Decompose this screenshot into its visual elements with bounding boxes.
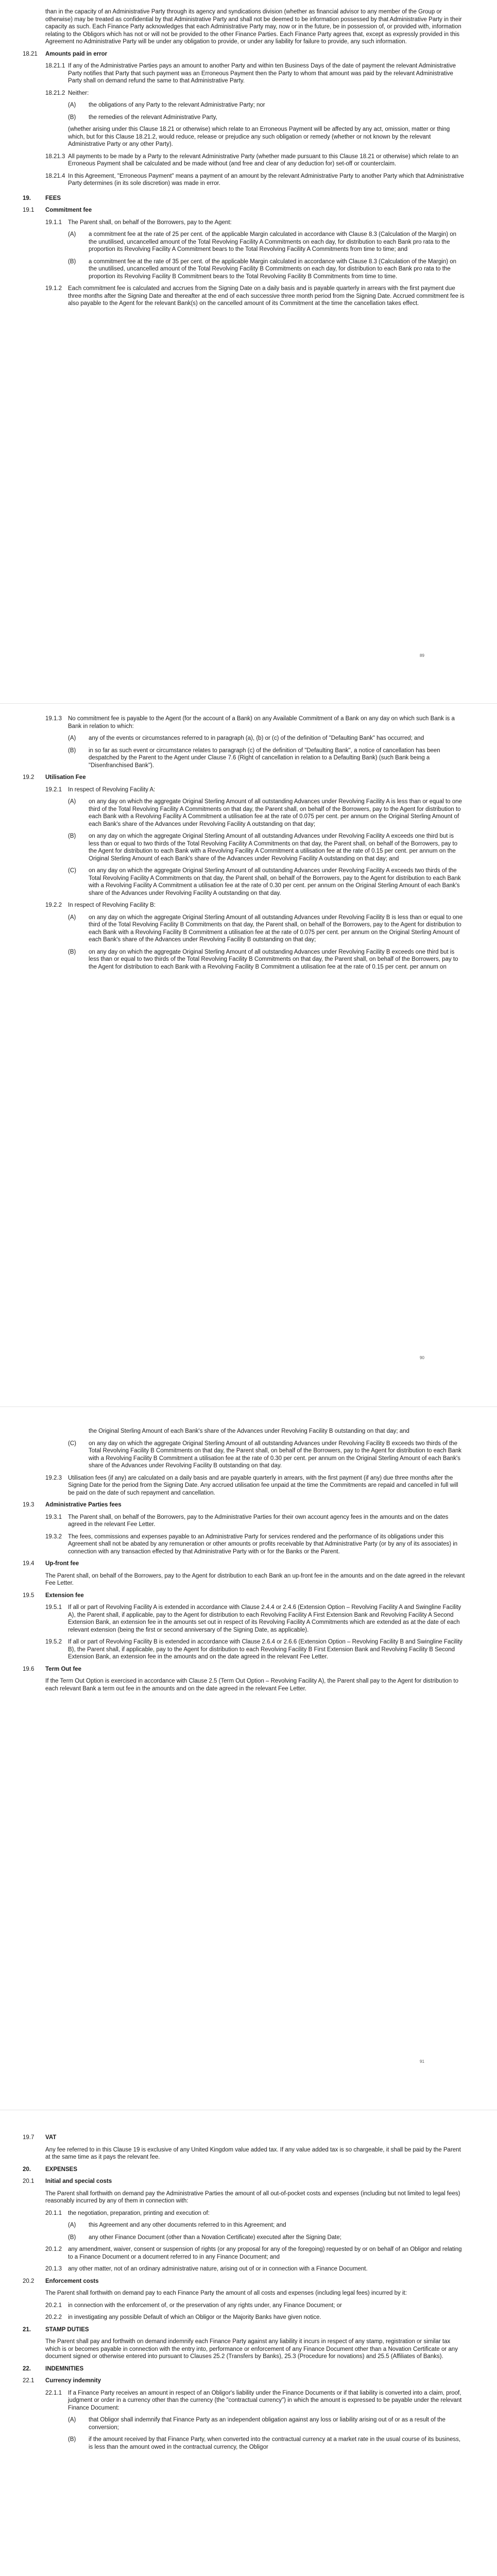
section-heading: 20. EXPENSES xyxy=(23,2166,77,2173)
paragraph: If the Term Out Option is exercised in accordance with Clause 2.5 (Term Out Option – Revolving Facility A), the Parent shall pay to the Agent for distribution to each relevant Bank a term out fee in the amounts and on the date agreed in the relevant Fee Letter. xyxy=(45,1678,458,1692)
clause-heading: 19.6 Term Out fee xyxy=(23,1666,82,1672)
paragraph: (whether arising under this Clause 18.21 or otherwise) which relate to an Erroneous Payment will be affected by any act, omission, matter or thing which, but for this Clause 18.21.2, would reduce, release or prejudice any such obligation or remedy (whether or not known by the relevant Administrative Party or any other Party). xyxy=(68,126,450,147)
paragraph: the Original Sterling Amount of each Bank's share of the Advances under Revolving Facility B outstanding on that day; and xyxy=(89,1428,409,1434)
section-heading: 22. INDEMNITIES xyxy=(23,2365,84,2372)
sub-clause: (B) on any day on which the aggregate Original Sterling Amount of all outstanding Advances under Revolving Facility B exceeds one third but is less than or equal to two thirds of the Total Revolving Facility B Commitments on that day, the Parent shall, on behalf of the Borrowers, pay to the Agent for distribution to each Bank with a Revolving Facility B Commitment a utilisation fee at the rate of 0.15 per cent. per annum on xyxy=(68,948,458,970)
document-page xyxy=(0,1407,497,2110)
clause: 19.1.3 No commitment fee is payable to the Agent (for the account of a Bank) on any Available Commitment of a Bank on any day on which such Bank is a Bank in relation to which: xyxy=(45,716,455,730)
sub-clause: (A) the obligations of any Party to the relevant Administrative Party; nor xyxy=(68,102,265,108)
clause: 19.2.2 In respect of Revolving Facility B: xyxy=(45,902,156,908)
clause: 19.2.3 Utilisation fees (if any) are calculated on a daily basis and are payable quarterly in arrears, with the first payment (if any) due three months after the Signing Date for the period from the Signing Date. Any accrued utilisation fee unpaid at the time the Commitments are repaid and cancelled in full will be paid on the date of such repayment and cancellation. xyxy=(45,1475,458,1496)
clause-heading: 19.3 Administrative Parties fees xyxy=(23,1502,122,1508)
clause-heading: 19.4 Up-front fee xyxy=(23,1561,79,1567)
sub-clause: (B) on any day on which the aggregate Original Sterling Amount of all outstanding Advances under Revolving Facility A exceeds one third but is less than or equal to two thirds of the Total Revolving Facility A Commitments on that day, the Parent shall, on behalf of the Borrowers, pay to the Agent for distribution to each Bank with a Revolving Facility A Commitment a utilisation fee at the rate of 0.15 per cent. per annum on the Original Sterling Amount of each Bank's share of the Advances under Revolving Facility A outstanding on that day; and xyxy=(68,833,458,862)
clause: 22.1.1 If a Finance Party receives an amount in respect of an Obligor's liability under the Finance Documents or if that liability is converted into a claim, proof, judgment or order in a currency other than the currency (the "contractual currency") in which the amount is expressed to be payable under the relevant Finance Document: xyxy=(45,2389,462,2411)
sub-clause: (C) on any day on which the aggregate Original Sterling Amount of all outstanding Advances under Revolving Facility B exceeds two thirds of the Total Revolving Facility B Commitments on that day, the Parent shall, on behalf of the Borrowers, pay to the Agent for distribution to each Bank with a Revolving Facility B Commitment a utilisation fee at the rate of 0.30 per cent. per annum on the Original Sterling Amount of each Bank's share of the Advances under Revolving Facility B outstanding on that day. xyxy=(68,1440,462,1469)
clause: 19.2.1 In respect of Revolving Facility A: xyxy=(45,786,156,793)
paragraph: than in the capacity of an Administrative Party through its agency and syndications division (whether as financial advisor to any member of the Group or otherwise) may be treated as confidential by that Administrative Party and shall not be deemed to be information possessed by that Administrative Party in their capacity as such. Each Finance Party acknowledges that each Administrative Party may, now or in the future, be in possession of, or provided with, information relating to the Obligors which has not or will not be provided to the other Finance Parties. Each Finance Party agrees that, except as expressly provided in this Agreement no Administrative Party will be under any obligation to provide, or under any liability for failure to provide, any such information. xyxy=(45,9,462,45)
sub-clause: (B) a commitment fee at the rate of 35 per cent. of the applicable Margin calculated in accordance with Clause 8.3 (Calculation of the Margin) on the unutilised, uncancelled amount of the Total Revolving Facility B Commitments on each day, for distribution to each Bank pro rata to the proportion its Revolving Facility B Commitment bears to the Total Revolving Facility B Commitments from time to time. xyxy=(68,258,457,280)
clause: 20.2.1 in connection with the enforcement of, or the preservation of any rights under, any Finance Document; or xyxy=(45,2302,342,2309)
paragraph: The Parent shall, on behalf of the Borrowers, pay to the Agent for distribution to each Bank an up-front fee in the amounts and on the date agreed in the relevant Fee Letter. xyxy=(45,1572,465,1586)
paragraph: The Parent shall pay and forthwith on demand indemnify each Finance Party against any liability it incurs in respect of any stamp, registration or similar tax which is or becomes payable in connection with the entry into, performance or enforcement of any Finance Document other than a Novation Certificate or any document signed or otherwise entered into pursuant to Clauses 25.2 (Transfers by Banks), 25.3 (Procedure for novations) and 25.5 (Affiliates of Banks). xyxy=(45,2338,458,2360)
sub-clause: (A) any of the events or circumstances referred to in paragraph (a), (b) or (c) of the definition of "Defaulting Bank" has occurred; and xyxy=(68,735,424,741)
clause-heading: 20.1 Initial and special costs xyxy=(23,2178,112,2184)
document-page xyxy=(0,0,497,703)
page-number: 89 xyxy=(420,653,424,658)
clause: 18.21.3 All payments to be made by a Party to the relevant Administrative Party (whether made pursuant to this Clause 18.21 or otherwise) which relate to an Erroneous Payment shall be calculated and be made without (and free and clear of any deduction for) set-off or counterclaim. xyxy=(45,153,459,167)
clause-heading: 19.1 Commitment fee xyxy=(23,207,92,213)
sub-clause: (B) any other Finance Document (other than a Novation Certificate) executed after the Signing Date; xyxy=(68,2234,341,2241)
page-number: 91 xyxy=(420,2059,424,2064)
paragraph: The Parent shall forthwith on demand pay the Administrative Parties the amount of all out-of-pocket costs and expenses (including but not limited to legal fees) reasonably incurred by any of them in connection with: xyxy=(45,2190,460,2204)
clause: 19.5.2 If all or part of Revolving Facility B is extended in accordance with Clause 2.6.4 or 2.6.6 (Extension Option – Revolving Facility B and Swingline Facility B), the Parent shall, if applicable, pay to the Agent for distribution to each Revolving Facility B First Extension Bank and Revolving Facility B Second Extension Bank, an extension fee in the amounts and on the date agreed in the relevant Fee Letter. xyxy=(45,1639,462,1660)
clause-heading: 19.7 VAT xyxy=(23,2134,57,2141)
clause: 19.1.1 The Parent shall, on behalf of the Borrowers, pay to the Agent: xyxy=(45,219,232,226)
sub-clause: (A) this Agreement and any other documents referred to in this Agreement; and xyxy=(68,2222,286,2228)
clause: 19.3.1 The Parent shall, on behalf of the Borrowers, pay to the Administrative Parties for their own account agency fees in the amounts and on the dates agreed in the relevant Fee Letter. xyxy=(45,1514,449,1528)
sub-clause: (C) on any day on which the aggregate Original Sterling Amount of all outstanding Advances under Revolving Facility A exceeds two thirds of the Total Revolving Facility A Commitments on that day, the Parent shall, on behalf of the Borrowers, pay to the Agent for distribution to each Bank with a Revolving Facility A Commitment a utilisation fee at the rate of 0.30 per cent. per annum on the Original Sterling Amount of each Bank's share of the Advances under Revolving Facility A outstanding on that day. xyxy=(68,868,461,896)
sub-clause: (B) if the amount received by that Finance Party, when converted into the contractual currency at a market rate in the usual course of its business, is less than the amount owed in the contractual currency, the Obligor xyxy=(68,2436,461,2450)
sub-clause: (A) a commitment fee at the rate of 25 per cent. of the applicable Margin calculated in accordance with Clause 8.3 (Calculation of the Margin) on the unutilised, uncancelled amount of the Total Revolving Facility A Commitments on each day, for distribution to each Bank pro rata to the proportion its Revolving Facility A Commitment bears to the Total Revolving Facility A Commitments from time to time; and xyxy=(68,231,457,252)
paragraph: The Parent shall forthwith on demand pay to each Finance Party the amount of all costs and expenses (including legal fees) incurred by it: xyxy=(45,2290,407,2296)
sub-clause: (B) the remedies of the relevant Administrative Party, xyxy=(68,114,217,121)
sub-clause: (A) that Obligor shall indemnify that Finance Party as an independent obligation against any loss or liability arising out of or as a result of the conversion; xyxy=(68,2417,445,2431)
paragraph: Any fee referred to in this Clause 19 is exclusive of any United Kingdom value added tax. If any value added tax is so chargeable, it shall be paid by the Parent at the same time as it pays the relevant fee. xyxy=(45,2146,461,2160)
sub-clause: (A) on any day on which the aggregate Original Sterling Amount of all outstanding Advances under Revolving Facility A is less than or equal to one third of the Total Revolving Facility A Commitments on that day, the Parent shall, on behalf of the Borrowers, pay to the Agent for distribution to each Bank with a Revolving Facility A Commitment a utilisation fee at the rate of 0.075 per cent. per annum on the Original Sterling Amount of each Bank's share of the Advances under Revolving Facility A outstanding on that day; xyxy=(68,799,462,827)
page-number: 90 xyxy=(420,1355,424,1360)
clause: 20.2.2 in investigating any possible Default of which an Obligor or the Majority Banks have given notice. xyxy=(45,2314,321,2320)
clause: 18.21.2 Neither: xyxy=(45,90,89,96)
section-heading: 21. STAMP DUTIES xyxy=(23,2326,89,2333)
sub-clause: (A) on any day on which the aggregate Original Sterling Amount of all outstanding Advances under Revolving Facility B is less than or equal to one third of the Total Revolving Facility B Commitments on that day, the Parent shall, on behalf of the Borrowers, pay to the Agent for distribution to each Bank with a Revolving Facility B Commitment a utilisation fee at the rate of 0.075 per cent. per annum on the Original Sterling Amount of each Bank's share of the Advances under Revolving Facility B outstanding on that day; xyxy=(68,914,463,943)
section-heading: 19. FEES xyxy=(23,195,61,201)
document-page xyxy=(0,2110,497,2576)
clause: 20.1.1 the negotiation, preparation, printing and execution of: xyxy=(45,2210,210,2216)
document-page xyxy=(0,704,497,1406)
clause: 19.3.2 The fees, commissions and expenses payable to an Administrative Party for services rendered and the performance of its obligations under this Agreement shall not be abated by any remuneration or other amounts or profits receivable by that Administrative Party (or by any of its associates) in connection with any transaction effected by that Administrative Party with or for the Banks or the Parent. xyxy=(45,1533,458,1555)
clause: 18.21.4 In this Agreement, "Erroneous Payment" means a payment of an amount by the relevant Administrative Party to another Party which that Administrative Party determines (in its sole discretion) was made in error. xyxy=(45,173,464,187)
clause-heading: 20.2 Enforcement costs xyxy=(23,2278,99,2284)
clause: 20.1.3 any other matter, not of an ordinary administrative nature, arising out of or in connection with a Finance Document. xyxy=(45,2266,368,2272)
clause-heading: 22.1 Currency indemnity xyxy=(23,2378,101,2384)
clause: 20.1.2 any amendment, waiver, consent or suspension of rights (or any proposal for any of the foregoing) requested by or on behalf of an Obligor and relating to a Finance Document or a document referred to in any Finance Document; and xyxy=(45,2246,462,2260)
clause-heading: 19.5 Extension fee xyxy=(23,1592,84,1599)
clause: 19.5.1 If all or part of Revolving Facility A is extended in accordance with Clause 2.4.4 or 2.4.6 (Extension Option – Revolving Facility A and Swingline Facility A), the Parent shall, if applicable, pay to the Agent for distribution to each Revolving Facility A First Extension Bank and Revolving Facility A Second Extension Bank, an extension fee in the amounts set out in respect of its Revolving Facility A Commitments which are extended as at the date of each relevant extension (being the first or second anniversary of the Signing Date, as applicable). xyxy=(45,1604,461,1633)
sub-clause: (B) in so far as such event or circumstance relates to paragraph (c) of the definition of "Defaulting Bank", a notice of cancellation has been despatched by the Parent to the Agent under Clause 7.6 (Right of cancellation in relation to a Defaulting Bank) (such Bank being a "Disenfranchised Bank"). xyxy=(68,747,440,769)
clause-heading: 19.2 Utilisation Fee xyxy=(23,774,86,781)
clause: 18.21.1 If any of the Administrative Parties pays an amount to another Party and within ten Business Days of the date of payment the relevant Administrative Party notifies that Party that such payment was an Erroneous Payment then the Party to whom that amount was paid by the relevant Administrative Party shall on demand refund the same to that Administrative Party. xyxy=(45,63,456,84)
clause: 19.1.2 Each commitment fee is calculated and accrues from the Signing Date on a daily basis and is payable quarterly in arrears with the first payment due three months after the Signing Date and thereafter at the end of each successive three month period from the Signing Date. Accrued commitment fee is also payable to the Agent for the relevant Bank(s) on the cancelled amount of its Commitment at the time the cancellation takes effect. xyxy=(45,285,465,307)
clause-heading: 18.21 Amounts paid in error xyxy=(23,50,108,57)
